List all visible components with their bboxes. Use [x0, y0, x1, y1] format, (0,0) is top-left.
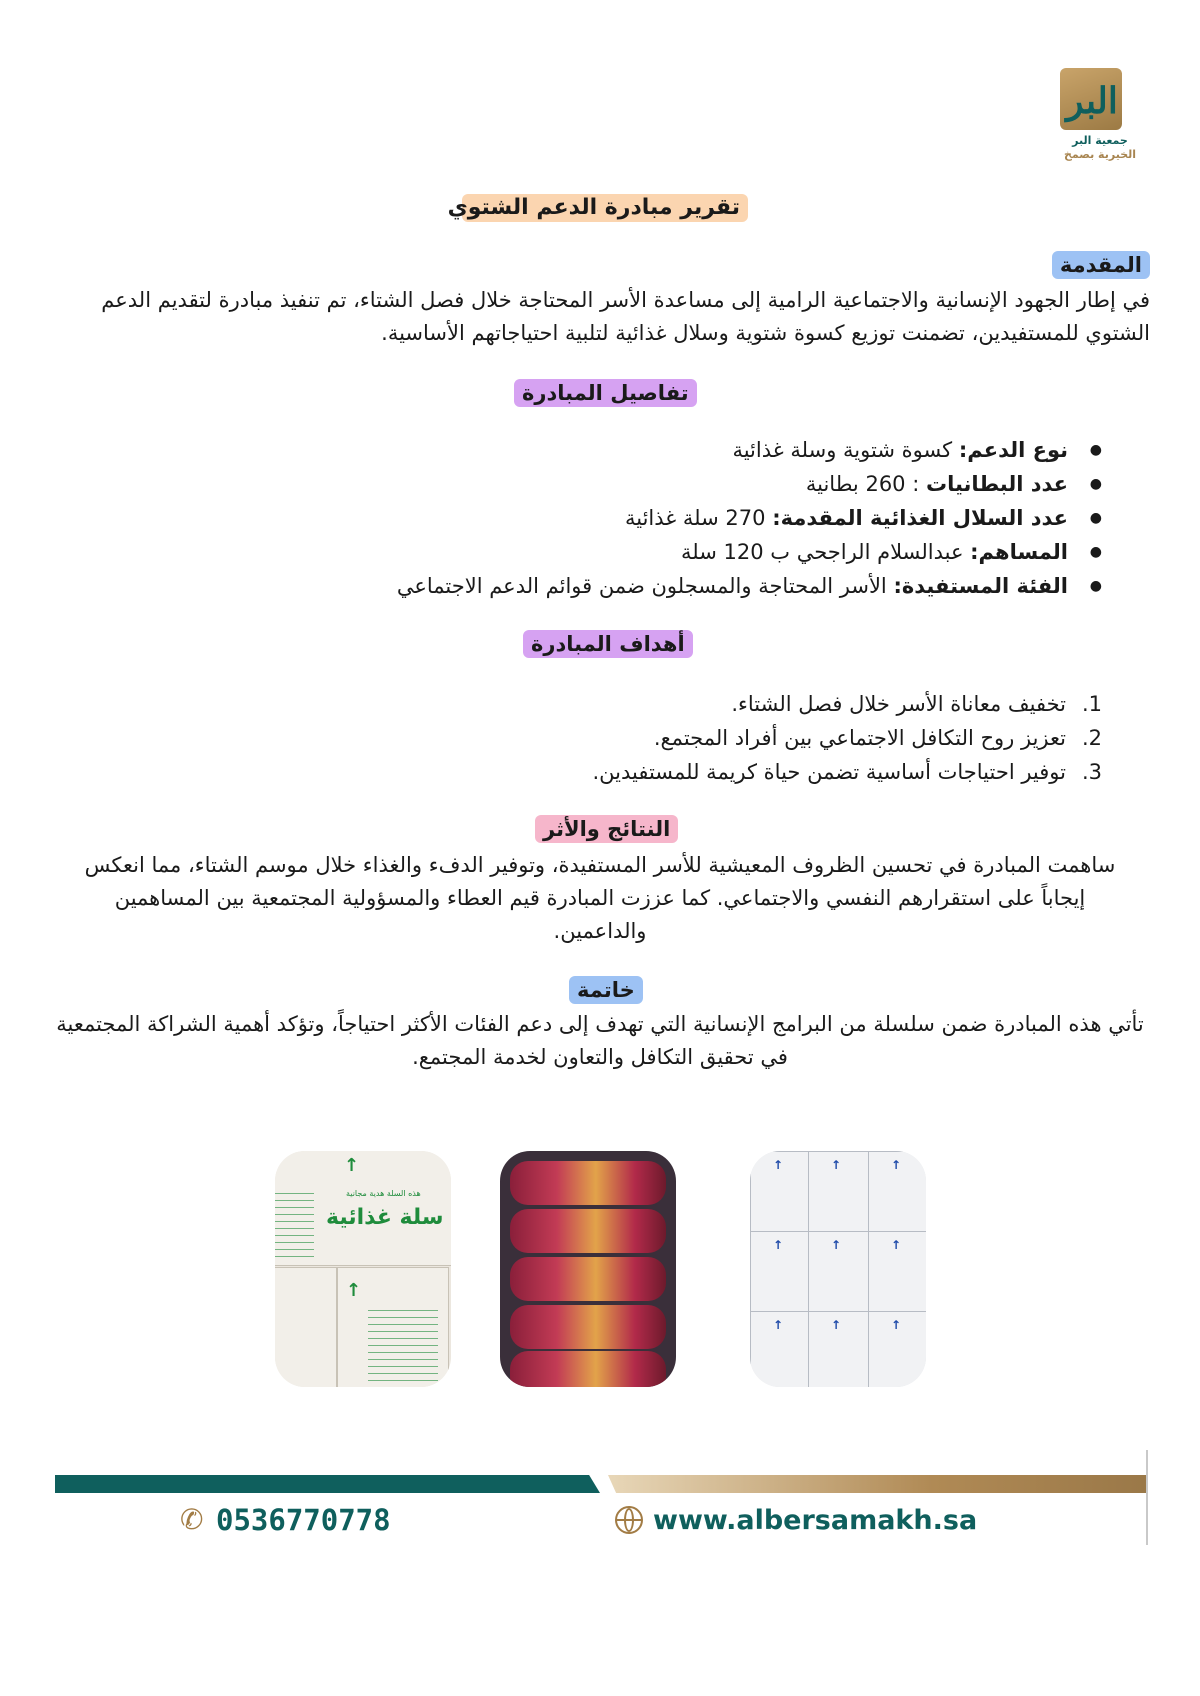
details-value: كسوة شتوية وسلة غذائية — [732, 438, 959, 462]
carton: ↑ — [750, 1151, 810, 1233]
goal-item — [592, 755, 1102, 789]
details-value: عبدالسلام الراجحي ب 120 سلة — [681, 540, 971, 564]
goals-heading: أهداف المبادرة — [523, 630, 693, 658]
carton: ↑ — [868, 1151, 926, 1233]
report-title: تقرير مبادرة الدعم الشتوي — [462, 194, 748, 222]
carton: ↑ — [808, 1151, 870, 1233]
details-label: نوع الدعم: — [958, 438, 1068, 462]
nutrition-table — [275, 1187, 314, 1257]
footer-website[interactable] — [615, 1500, 977, 1540]
carton: ↑ — [868, 1311, 926, 1387]
blanket — [510, 1305, 666, 1349]
goal-item — [592, 721, 1102, 755]
food-box-label: سلة غذائية — [326, 1205, 444, 1230]
blanket — [510, 1351, 666, 1387]
organization-logo — [1050, 60, 1160, 172]
goals-list — [592, 687, 1102, 789]
phone-number[interactable]: 0536770778 — [216, 1503, 391, 1537]
details-value: الأسر المحتاجة والمسجلون ضمن قوائم الدعم الاجتماعي — [396, 574, 894, 598]
details-item-beneficiaries — [397, 569, 1068, 603]
phone-icon: ✆ — [180, 1503, 204, 1536]
details-heading: تفاصيل المبادرة — [514, 379, 697, 407]
intro-heading: المقدمة — [1052, 251, 1150, 279]
cartons-photo — [750, 1151, 926, 1387]
footer-divider — [1146, 1450, 1148, 1545]
details-label: عدد السلال الغذائية المقدمة: — [772, 506, 1068, 530]
carton: ↑ — [750, 1231, 810, 1313]
details-list — [397, 433, 1100, 603]
arrow-up-icon: ↑ — [346, 1280, 362, 1301]
nutrition-table — [368, 1308, 438, 1387]
details-label: المساهم: — [970, 540, 1068, 564]
blankets-photo — [500, 1151, 676, 1387]
results-heading: النتائج والأثر — [535, 815, 678, 843]
carton: ↑ — [868, 1231, 926, 1313]
goal-number: 1. — [1081, 692, 1102, 716]
goal-number: 3. — [1081, 760, 1102, 784]
food-box-sublabel: هذه السلة هدية مجانية — [346, 1189, 421, 1198]
arrow-up-icon: ↑ — [344, 1155, 360, 1176]
conclusion-heading: خاتمة — [569, 976, 643, 1004]
footer-bar-teal — [55, 1475, 600, 1493]
footer-phone[interactable] — [180, 1500, 391, 1540]
logo-org-name — [1050, 134, 1150, 162]
website-link[interactable]: www.albersamakh.sa — [653, 1504, 978, 1536]
goal-item — [592, 687, 1102, 721]
intro-paragraph: في إطار الجهود الإنسانية والاجتماعية الرامية إلى مساعدة الأسر المحتاجة خلال فصل الشتاء، تم تنفيذ مبادرة لتقديم الدعم الشتوي للمستفيدين، تضمنت توزيع كسوة شتوية وسلال غذائية لتلبية احتياجاتهم الأساسية. — [101, 288, 1150, 345]
goal-text: تخفيف معاناة الأسر خلال فصل الشتاء. — [731, 692, 1066, 716]
food-box — [337, 1267, 449, 1387]
details-value: 270 سلة غذائية — [624, 506, 773, 530]
details-label: عدد البطانيات — [925, 472, 1068, 496]
carton: ↑ — [808, 1311, 870, 1387]
details-item-support-type — [397, 433, 1068, 467]
blanket — [510, 1161, 666, 1205]
results-paragraph: ساهمت المبادرة في تحسين الظروف المعيشية للأسر المستفيدة، وتوفير الدفء والغذاء خلال موسم الشتاء، مما انعكس إيجاباً على استقرارهم النفسي والاجتماعي. كما عززت المبادرة قيم العطاء والمسؤولية المجتمعية بين المساهمين والداعمين. — [84, 853, 1116, 943]
details-value: : 260 بطانية — [805, 472, 926, 496]
food-box — [275, 1267, 337, 1387]
goal-number: 2. — [1081, 726, 1102, 750]
food-box — [275, 1151, 451, 1266]
carton: ↑ — [750, 1311, 810, 1387]
conclusion-paragraph: تأتي هذه المبادرة ضمن سلسلة من البرامج الإنسانية التي تهدف إلى دعم الفئات الأكثر احتياجاً، وتؤكد أهمية الشراكة المجتمعية في تحقيق التكافل والتعاون لخدمة المجتمع. — [56, 1012, 1144, 1069]
details-item-contributor — [397, 535, 1068, 569]
logo-mark-text: البر — [1066, 80, 1118, 122]
details-item-food-baskets — [397, 501, 1068, 535]
logo-line-1: جمعية البر — [1072, 134, 1128, 147]
details-item-blankets — [397, 467, 1068, 501]
goal-text: تعزيز روح التكافل الاجتماعي بين أفراد المجتمع. — [653, 726, 1066, 750]
blanket — [510, 1257, 666, 1301]
food-basket-boxes-photo — [275, 1151, 451, 1387]
footer-bar-gold — [608, 1475, 1148, 1493]
globe-icon — [615, 1506, 643, 1534]
goal-text: توفير احتياجات أساسية تضمن حياة كريمة للمستفيدين. — [592, 760, 1066, 784]
carton: ↑ — [808, 1231, 870, 1313]
logo-line-2: الخيرية بصمخ — [1063, 148, 1137, 161]
blanket — [510, 1209, 666, 1253]
details-label: الفئة المستفيدة: — [893, 574, 1068, 598]
